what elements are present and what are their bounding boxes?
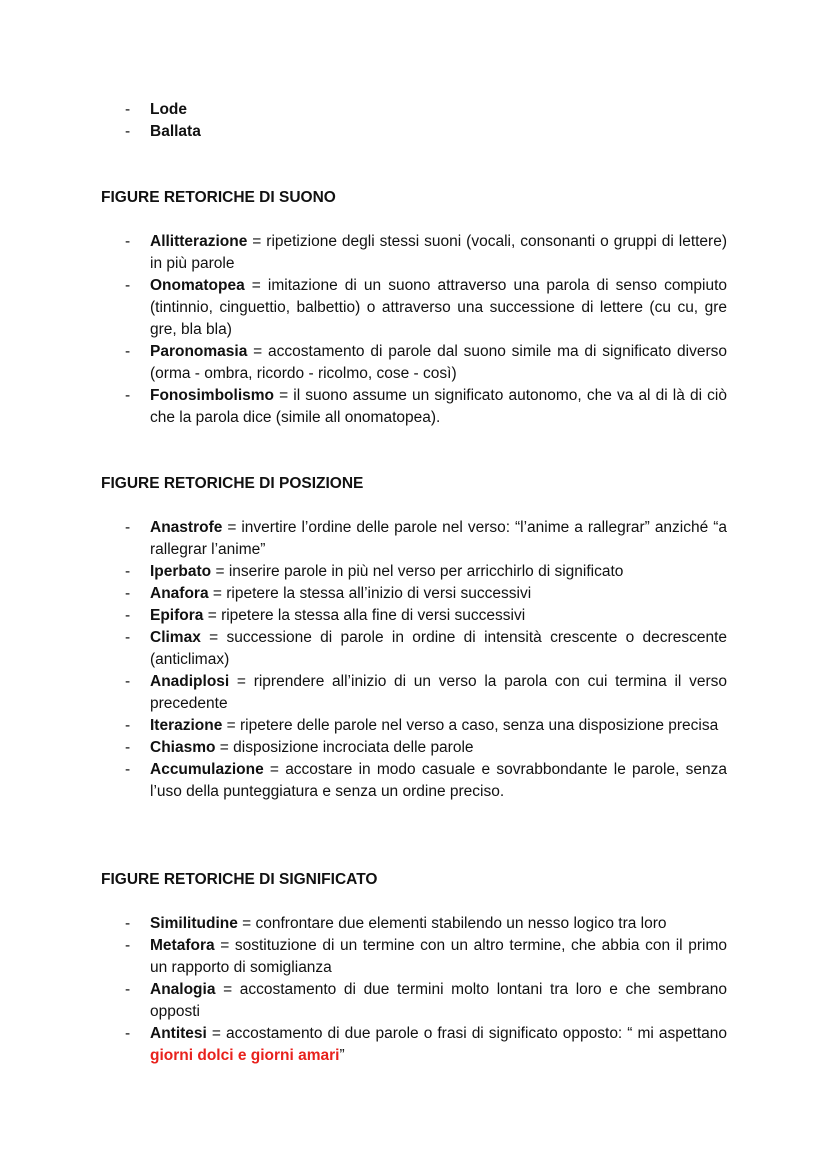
item-text: = confrontare due elementi stabilendo un nesso logico tra loro [237, 915, 667, 932]
item-text: = ripetere la stessa alla fine di versi successivi [203, 607, 526, 624]
section-heading-suono: FIGURE RETORICHE DI SUONO [101, 189, 336, 206]
highlighted-text: giorni dolci e giorni amari [150, 1047, 340, 1064]
item-text: = imitazione di un suono attraverso una parola di senso compiuto (tintinnio, cinguettio, balbettio) o attraverso una successione di lettere (cu cu, gre gre, bla bla) [150, 277, 727, 338]
item-text: = riprendere all’inizio di un verso la parola con cui termina il verso precedente [150, 673, 727, 712]
item-text: = accostamento di due termini molto lontani tra loro e che sembrano opposti [150, 981, 727, 1020]
section-heading-significato: FIGURE RETORICHE DI SIGNIFICATO [101, 871, 378, 888]
item-term: Anafora [150, 585, 209, 602]
bullet-dash: - [125, 277, 131, 294]
item-term: Analogia [150, 981, 216, 998]
list-item [0, 121, 828, 143]
bullet-dash: - [125, 629, 131, 646]
item-term: Lode [150, 101, 188, 118]
item-text: = inserire parole in più nel verso per arricchirlo di significato [211, 563, 624, 580]
bullet-dash: - [125, 233, 131, 250]
bullet-dash: - [125, 343, 131, 360]
item-term: Ballata [150, 123, 201, 140]
list-item [0, 99, 828, 121]
item-text-after: ” [339, 1047, 345, 1064]
list-item [0, 275, 828, 341]
item-term: Allitterazione [150, 233, 248, 250]
item-term: Epifora [150, 607, 204, 624]
item-text: = accostamento di due parole o frasi di significato opposto: “ mi aspettano [206, 1025, 727, 1042]
list-item [0, 231, 828, 275]
item-term: Chiasmo [150, 739, 216, 756]
list-item [0, 385, 828, 429]
item-term: Antitesi [150, 1025, 207, 1042]
bullet-dash: - [125, 387, 131, 404]
item-term: Fonosimbolismo [150, 387, 274, 404]
list-item [0, 759, 828, 803]
list-item [0, 561, 828, 583]
list-item [0, 715, 828, 737]
bullet-dash: - [125, 717, 131, 734]
item-term: Iperbato [150, 563, 212, 580]
item-term: Paronomasia [150, 343, 248, 360]
item-text: = accostare in modo casuale e sovrabbondante le parole, senza l’uso della punteggiatura e senza un ordine preciso. [150, 761, 727, 800]
item-term: Onomatopea [150, 277, 245, 294]
item-term: Anadiplosi [150, 673, 230, 690]
section-heading-posizione: FIGURE RETORICHE DI POSIZIONE [101, 475, 364, 492]
bullet-dash: - [125, 563, 131, 580]
item-text: = ripetere la stessa all’inizio di versi successivi [208, 585, 532, 602]
list-item [0, 627, 828, 671]
bullet-dash: - [125, 673, 131, 690]
item-term: Anastrofe [150, 519, 223, 536]
list-item [0, 1023, 828, 1067]
item-term: Similitudine [150, 915, 238, 932]
list-item [0, 583, 828, 605]
bullet-dash: - [125, 915, 131, 932]
intro-list [0, 99, 828, 143]
bullet-dash: - [125, 739, 131, 756]
bullet-dash: - [125, 101, 131, 118]
item-text: = invertire l’ordine delle parole nel verso: “l’anime a rallegrar” anziché “a rallegrar l’anime” [150, 519, 727, 558]
section-list-suono [0, 231, 828, 429]
bullet-dash: - [125, 607, 131, 624]
bullet-dash: - [125, 981, 131, 998]
item-text: = accostamento di parole dal suono simile ma di significato diverso (orma - ombra, ricordo - ricolmo, cose - così) [150, 343, 727, 382]
list-item [0, 341, 828, 385]
section-list-significato [0, 913, 828, 1067]
bullet-dash: - [125, 761, 131, 778]
bullet-dash: - [125, 937, 131, 954]
item-text: = ripetere delle parole nel verso a caso, senza una disposizione precisa [222, 717, 719, 734]
list-item [0, 671, 828, 715]
bullet-dash: - [125, 585, 131, 602]
item-term: Climax [150, 629, 201, 646]
section-list-posizione [0, 517, 828, 803]
item-term: Iterazione [150, 717, 223, 734]
item-text: = disposizione incrociata delle parole [215, 739, 474, 756]
list-item [0, 913, 828, 935]
item-term: Accumulazione [150, 761, 264, 778]
item-text: = sostituzione di un termine con un altro termine, che abbia con il primo un rapporto di somiglianza [150, 937, 727, 976]
item-text: = successione di parole in ordine di intensità crescente o decrescente (anticlimax) [150, 629, 727, 668]
list-item [0, 979, 828, 1023]
item-text: = il suono assume un significato autonomo, che va al di là di ciò che la parola dice (simile all onomatopea). [150, 387, 727, 426]
list-item [0, 517, 828, 561]
list-item [0, 935, 828, 979]
bullet-dash: - [125, 123, 131, 140]
bullet-dash: - [125, 1025, 131, 1042]
list-item [0, 737, 828, 759]
item-text: = ripetizione degli stessi suoni (vocali, consonanti o gruppi di lettere) in più parole [150, 233, 727, 272]
item-term: Metafora [150, 937, 215, 954]
list-item [0, 605, 828, 627]
bullet-dash: - [125, 519, 131, 536]
